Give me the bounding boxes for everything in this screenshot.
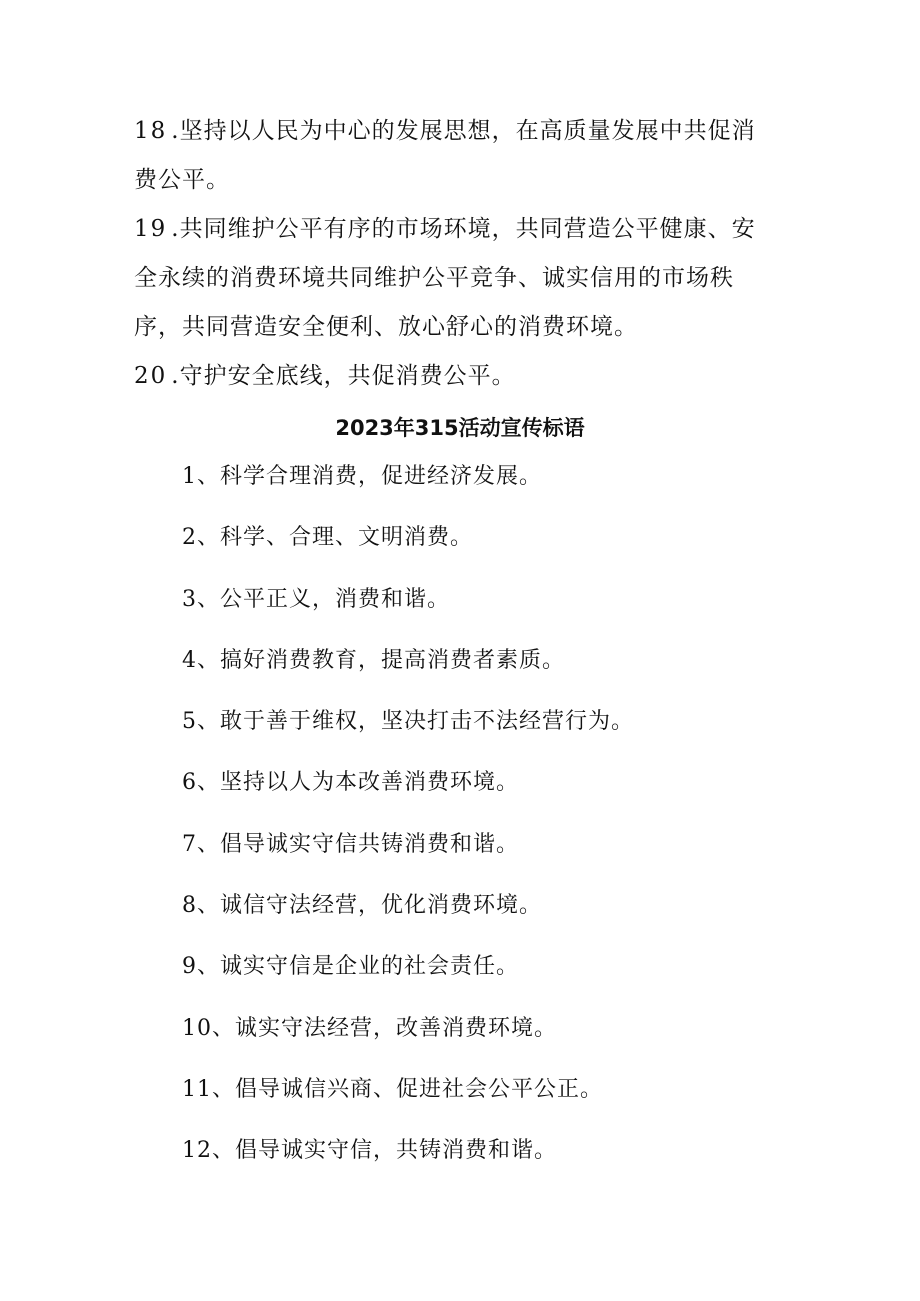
paragraph-18 (134, 107, 774, 205)
slogan-item: 12、倡导诚实守信，共铸消费和谐。 (182, 1138, 557, 1164)
paragraph-20 (134, 352, 774, 401)
slogan-item: 2、科学、合理、文明消费。 (182, 525, 473, 551)
paragraph-text: .守护安全底线，共促消费公平。 (171, 363, 516, 389)
paragraph-number: 19 (134, 216, 168, 242)
paragraph-number: 18 (134, 118, 168, 144)
slogan-item: 10、诚实守法经营，改善消费环境。 (182, 1015, 557, 1041)
slogan-item: 4、搞好消费教育，提高消费者素质。 (182, 647, 565, 673)
paragraph-number: 20 (134, 363, 168, 389)
slogan-item: 5、敢于善于维权，坚决打击不法经营行为。 (182, 709, 634, 735)
paragraph-text: .坚持以人民为中心的发展思想，在高质量发展中共促消费公平。 (134, 118, 756, 193)
slogan-item: 6、坚持以人为本改善消费环境。 (182, 770, 519, 796)
slogan-item: 1、科学合理消费，促进经济发展。 (182, 464, 542, 489)
paragraph-text: .共同维护公平有序的市场环境，共同营造公平健康、安全永续的消费环境共同维护公平竞争、诚实信用的市场秩序，共同营造安全便利、放心舒心的消费环境。 (134, 216, 756, 340)
paragraph-19 (134, 205, 774, 352)
slogan-item: 7、倡导诚实守信共铸消费和谐。 (182, 831, 519, 857)
slogan-item: 8、诚信守法经营，优化消费环境。 (182, 893, 542, 919)
slogan-item: 3、公平正义，消费和谐。 (182, 586, 450, 612)
slogan-list (182, 457, 822, 1193)
section-title: 2023年315活动宣传标语 (335, 416, 585, 440)
slogan-item: 9、诚实守信是企业的社会责任。 (182, 954, 519, 980)
slogan-item: 11、倡导诚信兴商、促进社会公平公正。 (182, 1076, 603, 1102)
